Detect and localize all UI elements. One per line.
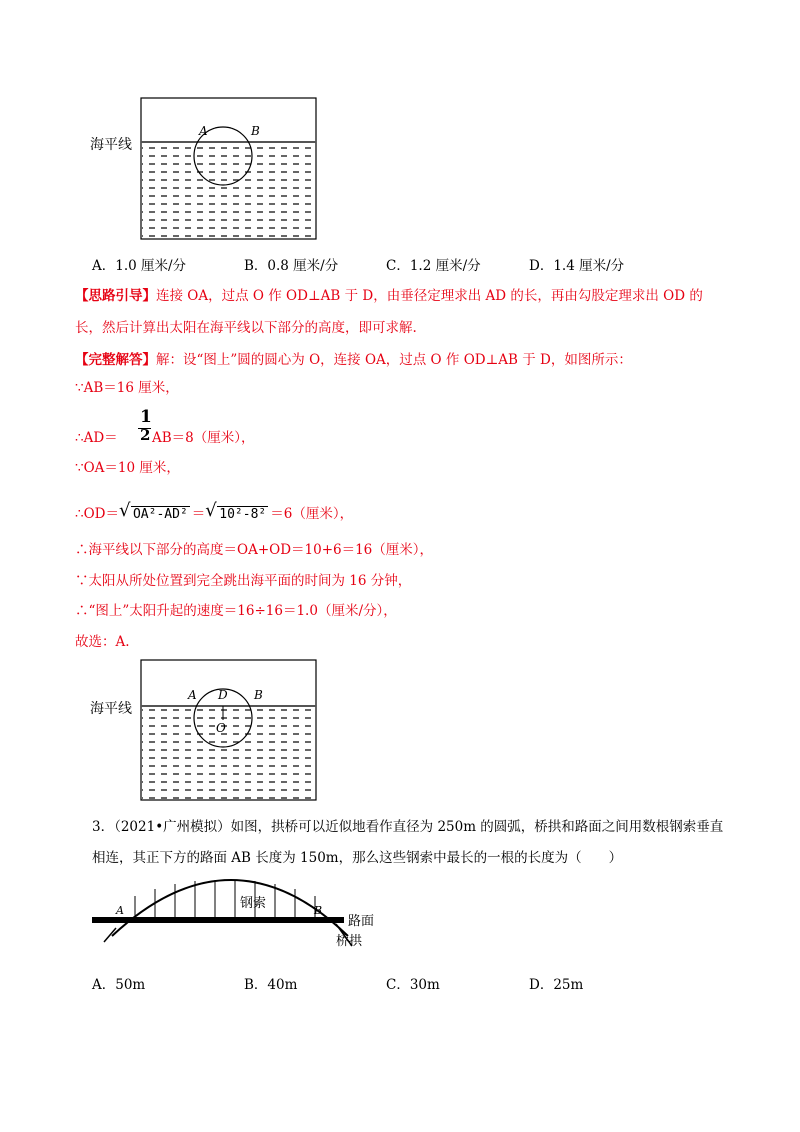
sea-level-label-2: 海平线	[90, 701, 132, 717]
fraction-numerator: 1	[140, 407, 152, 427]
q3-option-a[interactable]: A．50m	[92, 977, 146, 993]
sun-sea-diagram-2	[88, 658, 328, 806]
cable-label: 钢索	[240, 896, 267, 911]
answer-tag: 【完整解答】	[75, 352, 156, 368]
step-4-eq: ＝	[191, 506, 206, 522]
point-b-label-2: B	[254, 688, 263, 702]
point-d-label-2: D	[218, 688, 228, 702]
sun-sea-figure-1	[88, 96, 328, 246]
sqrt-1: √ OA²-AD²	[118, 500, 188, 522]
point-o-label-2: O	[216, 721, 226, 735]
answer-step-2-post: AB＝8（厘米），	[152, 430, 255, 446]
hint-tag: 【思路引导】	[75, 288, 156, 304]
hint-text-1: 连接 OA，过点 O 作 OD⊥AB 于 D，由垂径定理求出 AD 的长，再由勾股定理求出 OD 的	[156, 288, 703, 304]
point-a-label-2: A	[188, 688, 197, 702]
sun-sea-figure-2	[88, 658, 328, 806]
bridge-point-b: B	[314, 904, 323, 917]
bridge-point-a: A	[116, 904, 124, 917]
option-d[interactable]: D．1.4 厘米/分	[529, 258, 625, 274]
answer-intro: 解：设“图上”圆的圆心为 O，连接 OA，过点 O 作 OD⊥AB 于 D，如图所示：	[156, 352, 632, 368]
answer-step-3: ∵OA＝10 厘米，	[75, 460, 180, 476]
answer-step-1: ∵AB＝16 厘米，	[75, 380, 179, 396]
road-label: 路面	[348, 914, 375, 929]
step-4-pre: ∴OD＝	[75, 506, 119, 522]
answer-line-intro	[75, 350, 632, 370]
answer-step-4	[75, 500, 354, 525]
hint-line-1	[75, 286, 703, 306]
answer-step-7: ∴“图上”太阳升起的速度＝16÷16＝1.0（厘米/分），	[75, 603, 397, 619]
bridge-figure	[90, 872, 390, 952]
answer-step-8: 故选：A.	[75, 634, 130, 650]
option-a[interactable]: A．1.0 厘米/分	[92, 258, 187, 274]
point-b-label: B	[251, 124, 260, 138]
fraction-denominator: 2	[140, 426, 151, 444]
answer-step-5: ∴海平线以下部分的高度＝OA+OD＝10+6＝16（厘米），	[75, 542, 434, 558]
q3-option-c[interactable]: C．30m	[386, 977, 440, 993]
sqrt-1-radicand: OA²-AD²	[132, 507, 188, 522]
sqrt-2: √ 10²-8²	[205, 500, 267, 522]
arch-label: 桥拱	[336, 934, 363, 949]
option-c[interactable]: C．1.2 厘米/分	[386, 258, 481, 274]
q3-option-d[interactable]: D．25m	[529, 977, 584, 993]
hint-line-2: 长，然后计算出太阳在海平线以下部分的高度，即可求解.	[75, 320, 417, 336]
option-b[interactable]: B．0.8 厘米/分	[244, 258, 339, 274]
sqrt-2-radicand: 10²-8²	[219, 507, 267, 522]
question-3-line-2: 相连，其正下方的路面 AB 长度为 150m，那么这些钢索中最长的一根的长度为（ ）	[92, 850, 623, 866]
answer-step-2-pre: ∴AD＝	[75, 430, 118, 446]
point-a-label: A	[199, 124, 208, 138]
sea-level-label: 海平线	[90, 137, 132, 153]
step-4-post: ＝6（厘米），	[270, 506, 354, 522]
answer-step-6: ∵太阳从所处位置到完全跳出海平面的时间为 16 分钟，	[75, 573, 412, 589]
sun-sea-diagram-1	[88, 96, 328, 246]
q3-option-b[interactable]: B．40m	[244, 977, 298, 993]
question-3-line-1: 3．（2021•广州模拟）如图，拱桥可以近似地看作直径为 250m 的圆弧，桥拱和路面之间用数根钢索垂直	[92, 819, 724, 835]
